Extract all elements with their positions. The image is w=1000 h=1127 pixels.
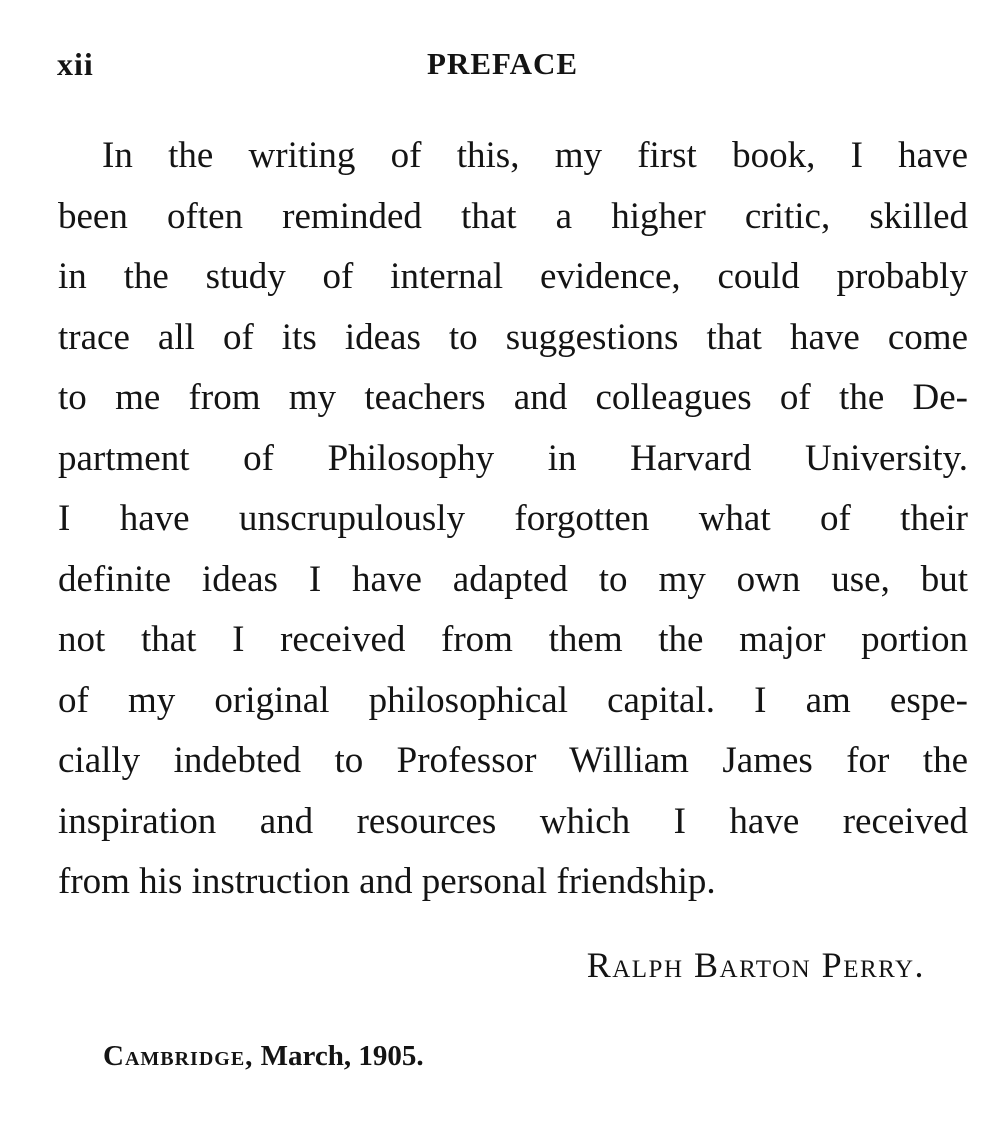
paragraph-line: in the study of internal evidence, could probably — [58, 256, 968, 297]
paragraph-line: partment of Philosophy in Harvard University. — [58, 437, 968, 479]
paragraph-line: to me from my teachers and colleagues of the De- — [58, 377, 968, 418]
dateline-date: March, 1905. — [253, 1040, 424, 1072]
paragraph-line: definite ideas I have adapted to my own use, but — [58, 558, 968, 600]
page-number: xii — [57, 46, 94, 82]
dateline-place: Cambridge, — [103, 1040, 254, 1072]
paragraph-line: I have unscrupulously forgotten what of their — [58, 498, 968, 539]
paragraph-line: trace all of its ideas to suggestions that have come — [58, 316, 968, 358]
paragraph-line: been often reminded that a higher critic, skilled — [58, 195, 968, 237]
paragraph-line: cially indebted to Professor William James for the — [58, 740, 968, 781]
running-head — [57, 46, 967, 86]
dateline — [103, 1036, 424, 1076]
running-title: PREFACE — [427, 46, 579, 81]
paragraph-line: not that I received from them the major portion — [58, 619, 968, 660]
paragraph-line: In the writing of this, my first book, I have — [102, 135, 968, 176]
paragraph-line: of my original philosophical capital. I am espe- — [58, 679, 968, 721]
paragraph-line: inspiration and resources which I have received — [58, 800, 968, 842]
author-signature: Ralph Barton Perry. — [586, 945, 925, 985]
preface-paragraph — [58, 126, 968, 913]
paragraph-line: from his instruction and personal friendship. — [58, 861, 716, 902]
